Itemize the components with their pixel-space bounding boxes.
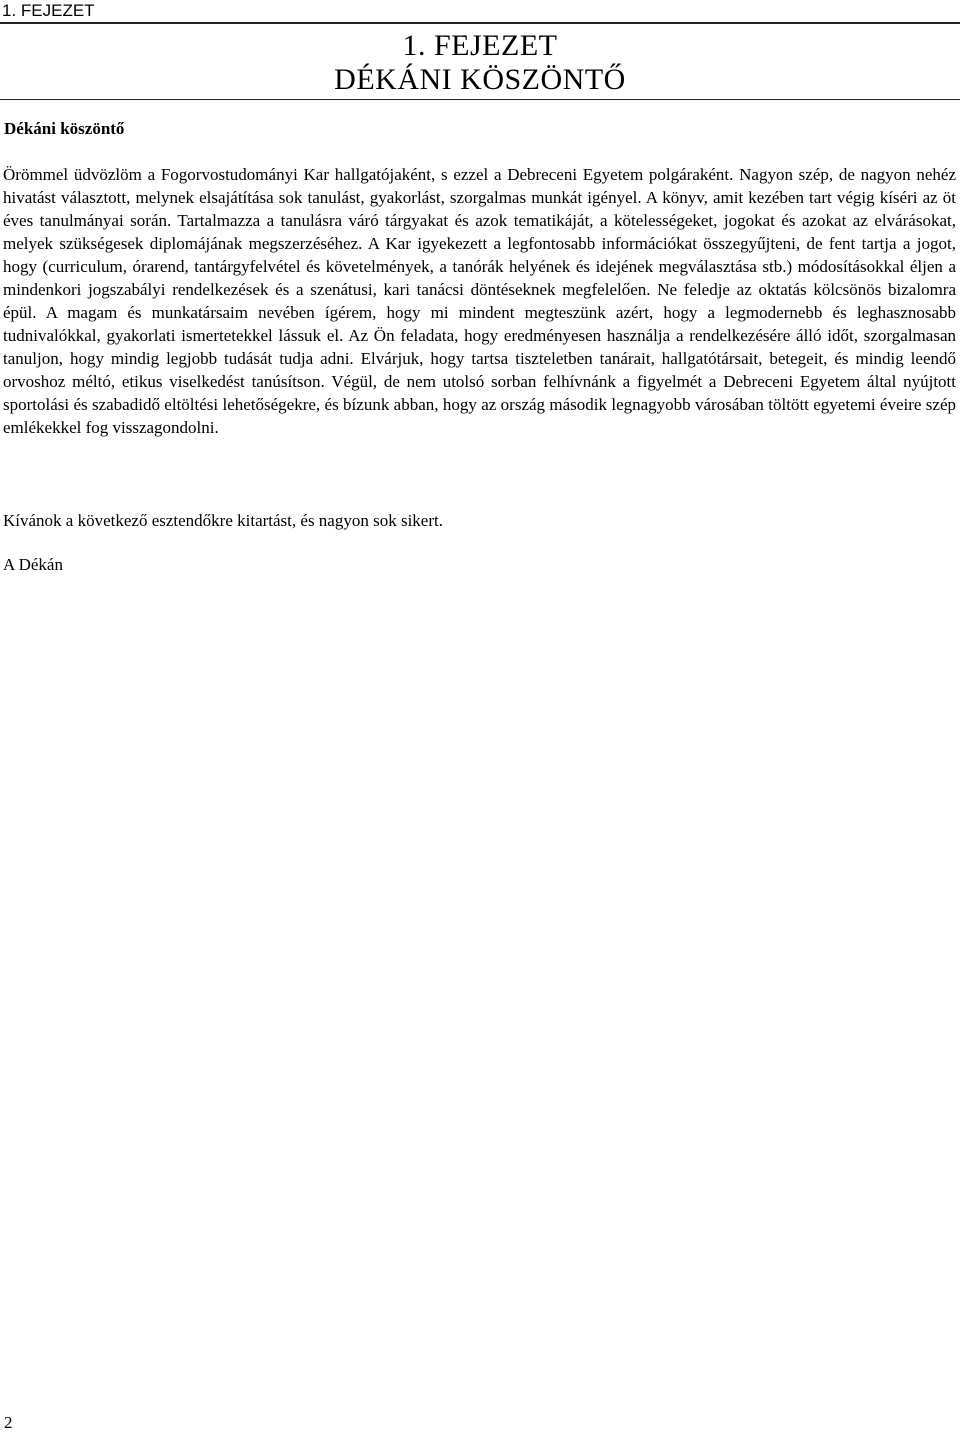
header-divider: [0, 22, 960, 24]
page-number: 2: [4, 1413, 13, 1432]
running-header: 1. FEJEZET: [2, 1, 95, 20]
chapter-title: DÉKÁNI KÖSZÖNTŐ: [334, 63, 626, 96]
wishes-paragraph: Kívánok a következő esztendőkre kitartást, és nagyon sok sikert.: [3, 511, 443, 530]
section-heading: Dékáni köszöntő: [4, 119, 125, 138]
signature: A Dékán: [3, 555, 63, 574]
chapter-number: 1. FEJEZET: [402, 29, 558, 62]
title-divider: [0, 99, 960, 100]
welcome-paragraph: Örömmel üdvözlöm a Fogorvostudományi Kar hallgatójaként, s ezzel a Debreceni Egyetem polgáraként. Nagyon szép, de nagyon nehéz hivatást választott, melynek elsajátítása sok tanulást, gyakorlást, szorgalmas munkát igényel. A könyv, amit kezében tart végig kíséri az öt éves tanulmányai során. Tartalmazza a tanulásra váró tárgyakat és azok tematikáját, a kötelességeket, jogokat és azokat az elvárásokat, melyek szükségesek diplomájának megszerzéséhez. A Kar igyekezett a legfontosabb információkat összegyűjteni, de fent tartja a jogot, hogy (curriculum, órarend, tantárgyfelvétel és követelmények, a tanórák helyének és idejének megválasztása stb.) módosításokkal éljen a mindenkori jogszabályi rendelkezések és a szenátusi, kari tanácsi döntéseknek megfelelően. Ne feledje az oktatás kölcsönös bizalomra épül. A magam és munkatársaim nevében ígérem, hogy mi mindent megteszünk azért, hogy a legmodernebb és leghasznosabb tudnivalókkal, gyakorlati ismertetekkel lássuk el. Az Ön feladata, hogy eredményesen használja a rendelkezésére álló időt, szorgalmasan tanuljon, hogy mindig legjobb tudását tudja adni. Elvárjuk, hogy tartsa tiszteletben tanárait, hallgatótársait, betegeit, és mindig leendő orvoshoz méltó, etikus viselkedést tanúsítson. Végül, de nem utolsó sorban felhívnánk a figyelmét a Debreceni Egyetem által nyújtott sportolási és szabadidő eltöltési lehetőségekre, és bízunk abban, hogy az ország második legnagyobb városában töltött egyetemi éveire szép emlékekkel fog visszagondolni.: [3, 165, 956, 437]
